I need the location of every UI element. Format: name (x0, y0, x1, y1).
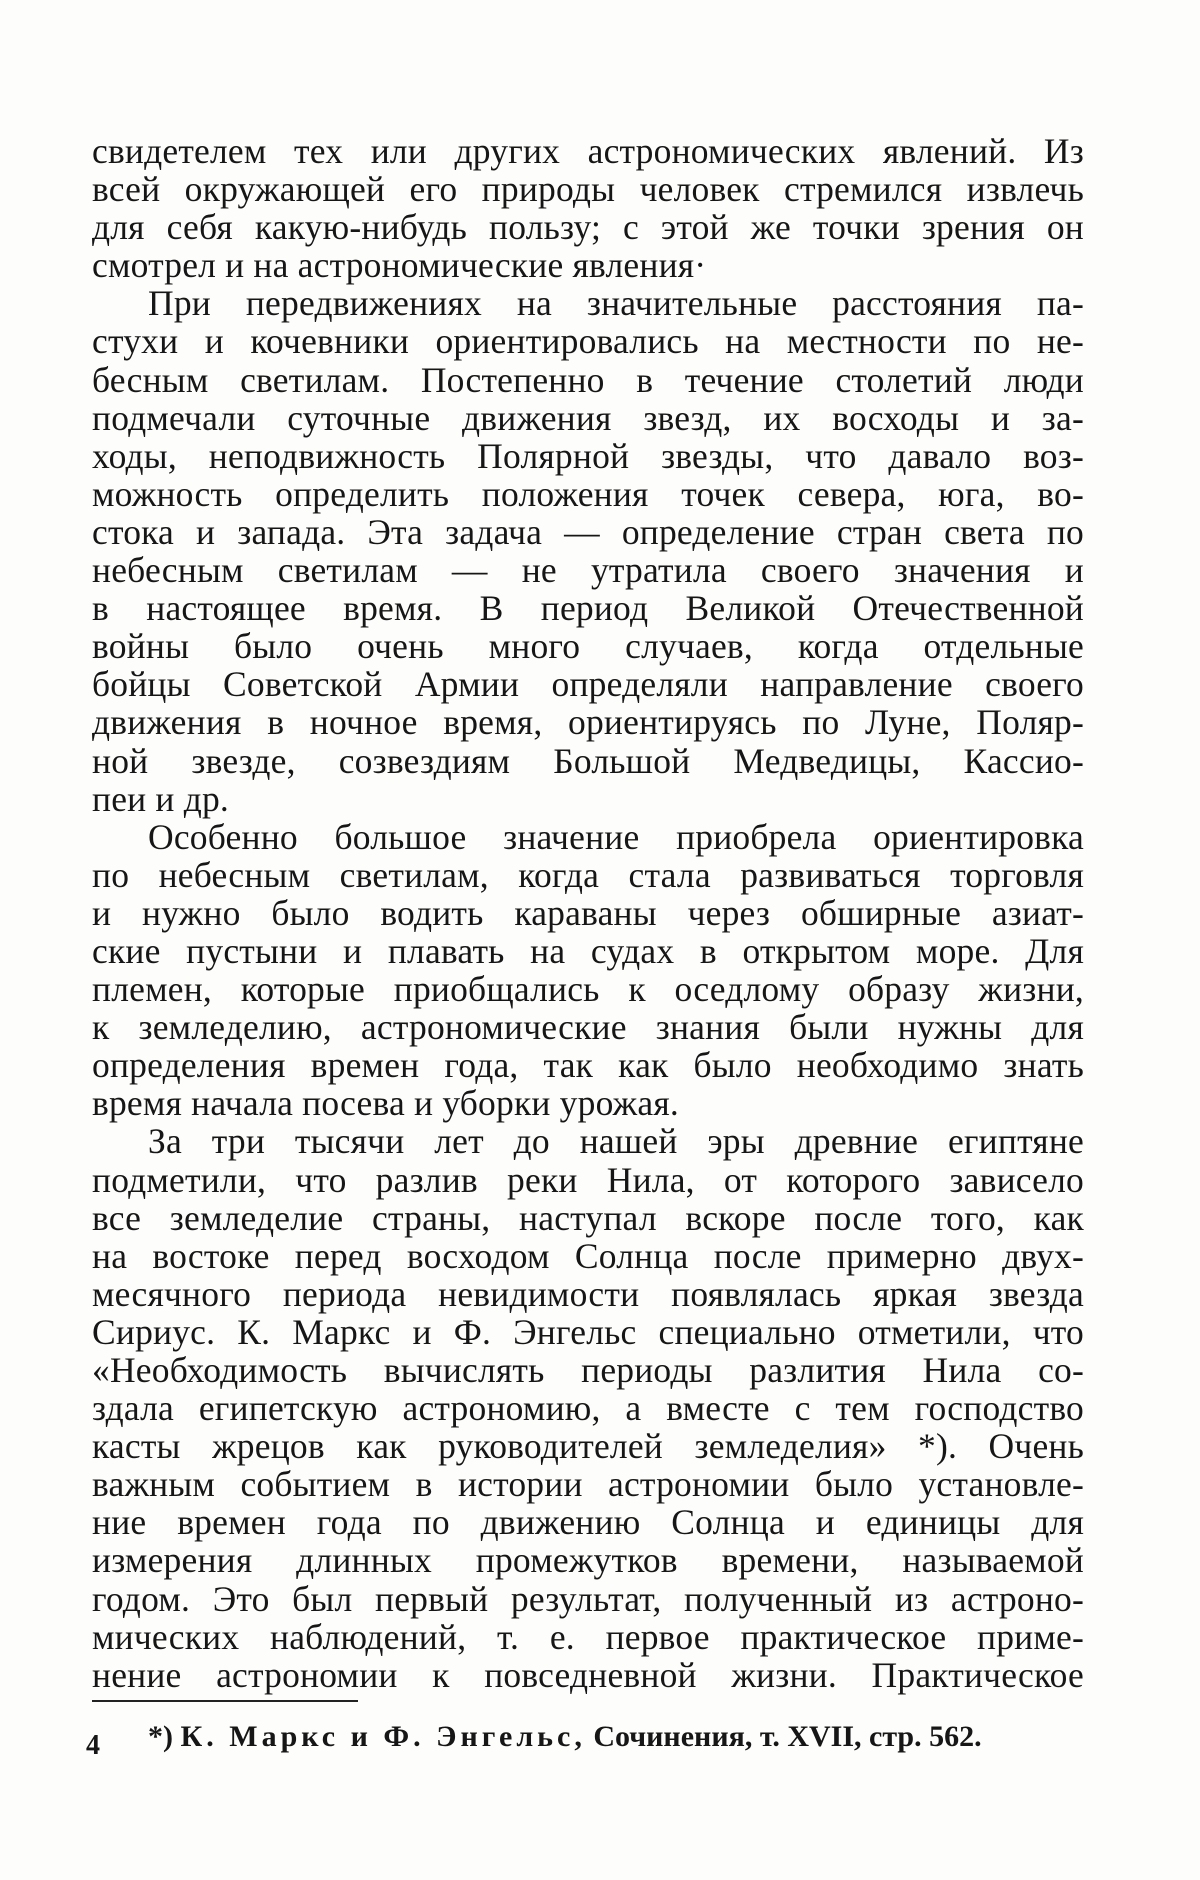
text-line: все земледелие страны, наступал вскоре после того, как (92, 1197, 1084, 1238)
text-line: ние времен года по движению Солнца и единицы для (92, 1502, 1084, 1543)
text-line: ходы, неподвижность Полярной звезды, что давало воз- (92, 435, 1084, 476)
text-line: смотрел и на астрономические явления· (92, 245, 707, 286)
text-line: Особенно большое значение приобрела ориентировка (148, 816, 1084, 857)
footnote (148, 1717, 1088, 1757)
text-line: на востоке перед восходом Солнца после примерно двух- (92, 1235, 1084, 1276)
text-line: Сириус. К. Маркс и Ф. Энгельс специально отметили, что (92, 1311, 1084, 1352)
text-line: определения времен года, так как было необходимо знать (92, 1045, 1084, 1086)
text-line: свидетелем тех или других астрономических явлений. Из (92, 131, 1084, 171)
text-line: подметили, что разлив реки Нила, от которого зависело (92, 1159, 1084, 1200)
footnote-citation: Сочинения, т. XVII, стр. 562. (593, 1720, 982, 1753)
text-line: годом. Это был первый результат, полученный из астроно- (92, 1578, 1084, 1619)
text-line: движения в ночное время, ориентируясь по Луне, Поляр- (92, 702, 1084, 743)
text-line: подмечали суточные движения звезд, их восходы и за- (92, 397, 1084, 438)
text-line: касты жрецов как руководителей земледелия» *). Очень (92, 1426, 1084, 1467)
text-line: мических наблюдений, т. е. первое практическое приме- (92, 1616, 1084, 1657)
text-line: всей окружающей его природы человек стремился извлечь (92, 169, 1084, 210)
text-line: За три тысячи лет до нашей эры древние египтяне (148, 1121, 1084, 1162)
text-line: бесным светилам. Постепенно в течение столетий люди (92, 359, 1084, 400)
text-line: важным событием в истории астрономии было установле- (92, 1464, 1084, 1505)
text-line: нение астрономии к повседневной жизни. Практическое (92, 1654, 1084, 1695)
text-line: можность определить положения точек севера, юга, во- (92, 473, 1084, 514)
body-text (92, 132, 1084, 1694)
footnote-divider (92, 1700, 358, 1702)
text-line: ной звезде, созвездиям Большой Медведицы, Кассио- (92, 740, 1084, 781)
text-line: время начала посева и уборки урожая. (92, 1083, 679, 1124)
text-line: измерения длинных промежутков времени, называемой (92, 1540, 1084, 1581)
text-line: здала египетскую астрономию, а вместе с тем господство (92, 1388, 1084, 1429)
page-number: 4 (86, 1730, 100, 1761)
text-line: в настоящее время. В период Великой Отечественной (92, 588, 1084, 629)
text-line: для себя какую-нибудь пользу; с этой же точки зрения он (92, 207, 1084, 248)
footnote-authors: К. Маркс и Ф. Энгельс, (180, 1720, 586, 1753)
text-line: небесным светилам — не утратила своего значения и (92, 550, 1084, 591)
text-line: к земледелию, астрономические знания были нужны для (92, 1007, 1084, 1048)
text-line: «Необходимость вычислять периоды разлития Нила со- (92, 1350, 1084, 1390)
text-line: стухи и кочевники ориентировались на местности по не- (92, 321, 1084, 362)
text-line: месячного периода невидимости появлялась яркая звезда (92, 1273, 1084, 1314)
text-line: бойцы Советской Армии определяли направление своего (92, 664, 1084, 705)
text-line: стока и запада. Эта задача — определение стран света по (92, 511, 1084, 552)
text-line: племен, которые приобщались к оседлому образу жизни, (92, 969, 1084, 1010)
text-line: войны было очень много случаев, когда отдельные (92, 626, 1084, 667)
text-line: и нужно было водить караваны через обширные азиат- (92, 892, 1084, 933)
text-line: пеи и др. (92, 778, 229, 819)
text-line: При передвижениях на значительные расстояния па- (148, 283, 1084, 324)
text-line: ские пустыни и плавать на судах в открытом море. Для (92, 930, 1084, 971)
text-line: по небесным светилам, когда стала развиваться торговля (92, 854, 1084, 895)
footnote-marker: *) (148, 1720, 173, 1753)
